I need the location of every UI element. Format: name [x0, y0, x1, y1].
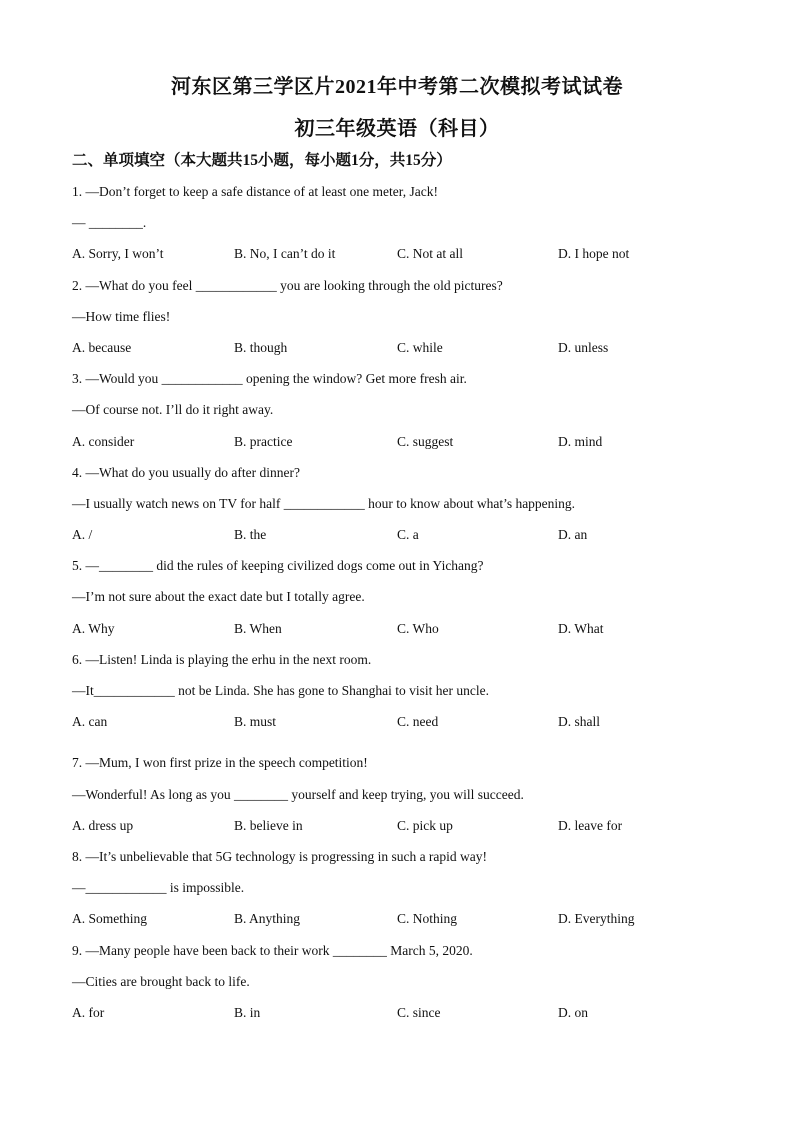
option-d: D. on	[558, 1004, 588, 1020]
question-response: —Of course not. I’ll do it right away.	[72, 402, 274, 418]
option-a: A. consider	[72, 433, 135, 449]
option-d: D. unless	[558, 339, 609, 355]
question-9	[72, 939, 732, 1033]
option-c: C. Who	[397, 620, 439, 636]
option-a: A. because	[72, 339, 132, 355]
question-5	[72, 554, 732, 648]
question-stem: 6. —Listen! Linda is playing the erhu in the next room.	[72, 651, 372, 667]
question-stem: 5. —________ did the rules of keeping civilized dogs come out in Yichang?	[72, 558, 484, 574]
option-d: D. Everything	[558, 911, 635, 927]
exam-title: 河东区第三学区片2021年中考第二次模拟考试试卷	[171, 76, 623, 98]
option-row	[72, 523, 732, 554]
option-c: C. need	[397, 714, 439, 730]
option-b: B. When	[234, 620, 282, 636]
question-3	[72, 367, 732, 461]
question-response: —____________ is impossible.	[72, 880, 245, 896]
question-response: —I’m not sure about the exact date but I totally agree.	[72, 589, 365, 605]
question-response: —I usually watch news on TV for half ____________ hour to know about what’s happening.	[72, 495, 576, 511]
question-stem: 9. —Many people have been back to their work ________ March 5, 2020.	[72, 942, 473, 958]
question-stem: 2. —What do you feel ____________ you are looking through the old pictures?	[72, 277, 503, 293]
question-response: —Cities are brought back to life.	[72, 973, 250, 989]
question-stem: 8. —It’s unbelievable that 5G technology is progressing in such a rapid way!	[72, 848, 488, 864]
option-b: B. believe in	[234, 817, 303, 833]
option-d: D. leave for	[558, 817, 623, 833]
option-b: B. Anything	[234, 911, 301, 927]
question-2	[72, 274, 732, 368]
option-c: C. while	[397, 339, 443, 355]
option-b: B. No, I can’t do it	[234, 246, 336, 262]
option-row	[72, 1001, 732, 1032]
question-response: —Wonderful! As long as you ________ yourself and keep trying, you will succeed.	[72, 786, 524, 802]
option-a: A. /	[72, 527, 93, 543]
option-c: C. Not at all	[397, 246, 463, 262]
section-heading: 二、单项填空（本大题共15小题，每小题1分，共15分）	[72, 152, 452, 169]
option-a: A. dress up	[72, 817, 134, 833]
option-a: A. Why	[72, 620, 115, 636]
option-row	[72, 336, 732, 367]
option-c: C. Nothing	[397, 911, 458, 927]
question-stem: 3. —Would you ____________ opening the window? Get more fresh air.	[72, 371, 467, 387]
option-d: D. shall	[558, 714, 600, 730]
option-d: D. What	[558, 620, 604, 636]
option-b: B. practice	[234, 433, 293, 449]
option-row	[72, 430, 732, 461]
question-response: —It____________ not be Linda. She has gone to Shanghai to visit her uncle.	[72, 683, 489, 698]
option-c: C. a	[397, 527, 419, 543]
question-response: —How time flies!	[72, 308, 171, 324]
question-stem: 1. —Don’t forget to keep a safe distance of at least one meter, Jack!	[72, 184, 438, 199]
option-d: D. an	[558, 527, 588, 543]
option-c: C. suggest	[397, 433, 454, 449]
option-a: A. for	[72, 1004, 105, 1020]
option-row	[72, 242, 732, 273]
option-d: D. mind	[558, 433, 603, 449]
question-8	[72, 845, 732, 939]
option-a: A. Something	[72, 911, 148, 927]
option-row	[72, 710, 732, 741]
option-c: C. pick up	[397, 817, 453, 833]
option-a: A. Sorry, I won’t	[72, 246, 164, 262]
exam-subtitle: 初三年级英语（科目）	[294, 118, 500, 140]
option-b: B. though	[234, 339, 288, 355]
option-row	[72, 907, 732, 938]
option-d: D. I hope not	[558, 246, 630, 262]
option-row	[72, 814, 732, 845]
option-a: A. can	[72, 714, 108, 730]
question-1	[72, 180, 732, 274]
option-b: B. in	[234, 1004, 261, 1020]
option-b: B. must	[234, 714, 277, 730]
question-stem: 4. —What do you usually do after dinner?	[72, 464, 300, 480]
option-row	[72, 617, 732, 648]
question-list	[72, 180, 732, 1032]
question-stem: 7. —Mum, I won first prize in the speech competition!	[72, 755, 368, 771]
question-6	[72, 648, 732, 742]
question-7	[72, 751, 732, 845]
question-response: — ________.	[72, 215, 147, 231]
question-4	[72, 461, 732, 555]
option-c: C. since	[397, 1004, 441, 1020]
option-b: B. the	[234, 527, 267, 543]
